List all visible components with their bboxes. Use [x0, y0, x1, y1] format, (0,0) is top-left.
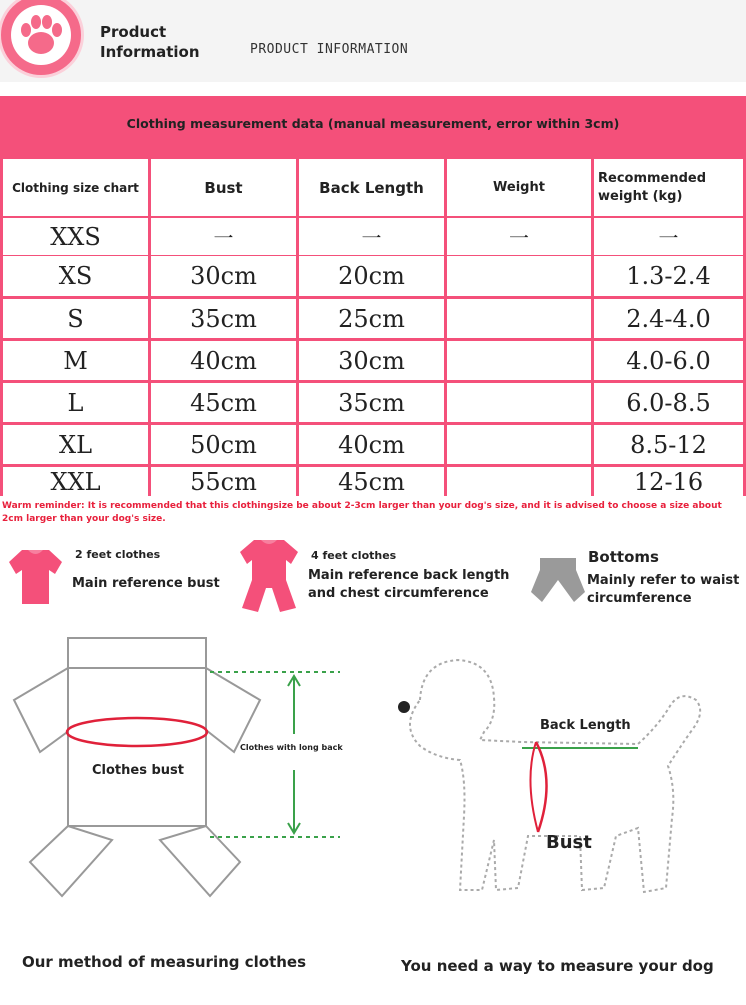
table-cell: [447, 383, 591, 422]
table-cell: 1.3-2.4: [594, 256, 743, 296]
table-cell: 6.0-8.5: [594, 383, 743, 422]
bottoms-icon: [530, 556, 586, 604]
table-size-cell: XXS: [3, 218, 148, 255]
style-four-legs-text: Main reference back length and chest circumference: [308, 568, 510, 601]
table-header-cell: Bust: [151, 159, 296, 216]
header: [0, 0, 746, 82]
dog-back-length-label: Back Length: [540, 718, 631, 733]
style-two-legs-title: 2 feet clothes: [75, 548, 161, 561]
dog-diagram: [380, 640, 746, 910]
table-cell: 一: [594, 218, 743, 255]
table-cell: 25cm: [299, 299, 444, 338]
table-cell: [447, 425, 591, 464]
table-size-cell: S: [3, 299, 148, 338]
table-cell: 35cm: [299, 383, 444, 422]
table-cell: 35cm: [151, 299, 296, 338]
table-cell: [447, 341, 591, 380]
clothes-bust-label: Clothes bust: [92, 763, 184, 778]
table-cell: [447, 299, 591, 338]
clothes-diagram: [0, 630, 380, 900]
table-size-cell: L: [3, 383, 148, 422]
table-cell: 45cm: [151, 383, 296, 422]
header-subtitle: PRODUCT INFORMATION: [250, 42, 409, 57]
table-cell: 12-16: [594, 467, 743, 496]
style-two-legs-text: Main reference bust: [72, 576, 220, 591]
table-cell: 4.0-6.0: [594, 341, 743, 380]
style-bottoms-title: Bottoms: [588, 548, 659, 566]
table-header-cell: Clothing size chart: [3, 159, 148, 216]
two-leg-shirt-icon: [8, 548, 63, 606]
table-cell: 一: [151, 218, 296, 255]
paw-logo-icon: [0, 0, 84, 78]
table-cell: 40cm: [299, 425, 444, 464]
table-size-cell: M: [3, 341, 148, 380]
table-cell: 55cm: [151, 467, 296, 496]
clothes-back-label: Clothes with long back: [240, 743, 343, 752]
table-cell: 40cm: [151, 341, 296, 380]
table-cell: 一: [447, 218, 591, 255]
table-banner-text: Clothing measurement data (manual measurement, error within 3cm): [126, 116, 620, 131]
table-header-cell: Recommended weight (kg): [594, 159, 743, 216]
style-bottoms-text: Mainly refer to waist circumference: [587, 573, 740, 606]
table-size-cell: XXL: [3, 467, 148, 496]
dog-bust-label: Bust: [546, 832, 592, 853]
style-four-legs-title: 4 feet clothes: [311, 549, 397, 562]
four-leg-suit-icon: [236, 538, 302, 614]
table-cell: [447, 256, 591, 296]
table-header-cell: Back Length: [299, 159, 444, 216]
table-size-cell: XL: [3, 425, 148, 464]
table-cell: 50cm: [151, 425, 296, 464]
table-cell: 一: [299, 218, 444, 255]
table-cell: 30cm: [299, 341, 444, 380]
table-cell: [447, 467, 591, 496]
table-cell: 30cm: [151, 256, 296, 296]
clothes-caption: Our method of measuring clothes: [22, 953, 307, 971]
table-cell: 8.5-12: [594, 425, 743, 464]
dog-caption: You need a way to measure your dog: [401, 957, 714, 975]
header-title: Product Information: [100, 23, 200, 61]
size-table: [0, 156, 746, 496]
warning-text: Warm reminder: It is recommended that this clothingsize be about 2-3cm larger than your dog's size, and it is advised to choose a size about 2cm larger than your dog's size.: [2, 501, 722, 524]
table-header-cell: Weight: [447, 159, 591, 216]
table-cell: 20cm: [299, 256, 444, 296]
table-size-cell: XS: [3, 256, 148, 296]
table-cell: 45cm: [299, 467, 444, 496]
table-cell: 2.4-4.0: [594, 299, 743, 338]
